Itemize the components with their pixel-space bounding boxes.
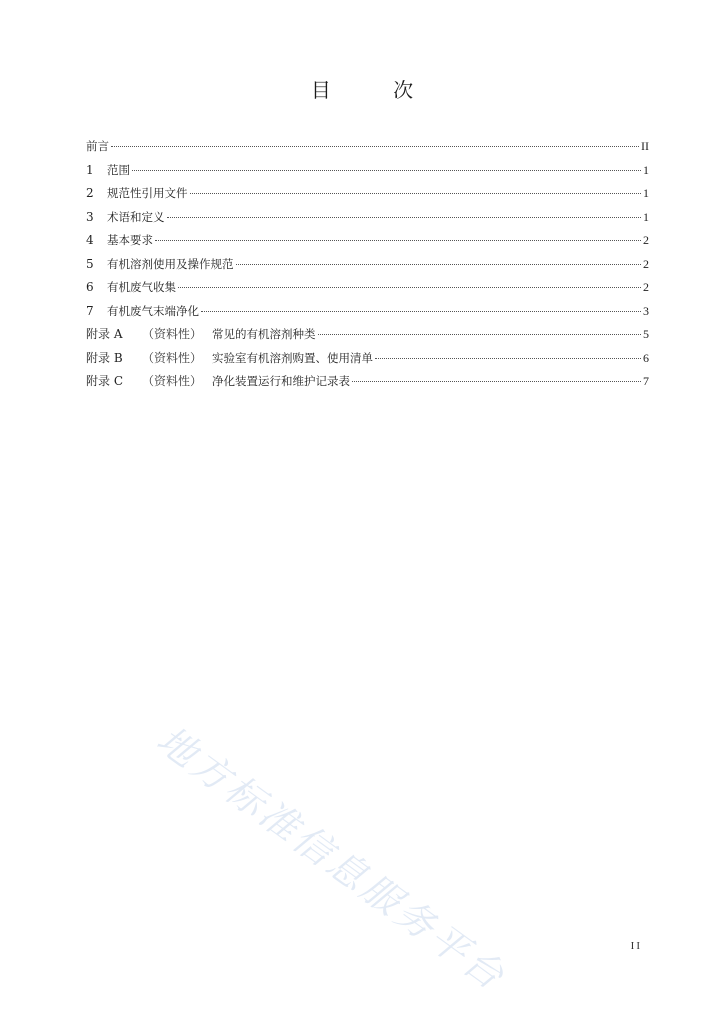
toc-entry-number: 4 xyxy=(86,233,94,247)
toc-entry-label: 基本要求 xyxy=(107,233,153,247)
dot-leader xyxy=(352,380,641,382)
dot-leader xyxy=(190,192,642,194)
toc-entry-page: 1 xyxy=(643,209,649,224)
page-title: 目 次 xyxy=(310,78,442,102)
toc-entry-appendix-b[interactable] xyxy=(86,347,649,371)
toc-entry-page: 1 xyxy=(643,186,649,200)
toc-entry-label: 实验室有机溶剂购置、使用清单 xyxy=(212,350,373,365)
toc-entry-appendix-a[interactable] xyxy=(86,323,649,347)
toc-entry-page: 6 xyxy=(643,350,649,365)
toc-entry-number: 1 xyxy=(86,162,94,177)
toc-entry-section-4[interactable] xyxy=(86,229,649,253)
dot-leader xyxy=(201,310,641,312)
toc-entry-number: 2 xyxy=(86,186,94,200)
toc-entry-foreword[interactable] xyxy=(86,135,649,159)
toc-entry-label: 规范性引用文件 xyxy=(107,186,188,200)
appendix-id: 附录 A xyxy=(86,327,123,341)
toc-entry-section-2[interactable] xyxy=(86,182,649,206)
toc-entry-label: 常见的有机溶剂种类 xyxy=(212,327,316,341)
dot-leader xyxy=(178,286,641,288)
appendix-id: 附录 C xyxy=(86,374,123,388)
toc-entry-label: 术语和定义 xyxy=(107,209,165,224)
dot-leader xyxy=(318,333,642,335)
toc-entry-page: II xyxy=(641,139,649,153)
toc-entry-appendix-c[interactable] xyxy=(86,370,649,394)
dot-leader xyxy=(236,263,642,265)
toc-entry-page: 7 xyxy=(643,374,649,388)
toc-entry-page: 1 xyxy=(643,162,649,177)
dot-leader xyxy=(111,145,639,147)
toc-entry-page: 2 xyxy=(643,233,649,247)
toc-entry-section-1[interactable] xyxy=(86,159,649,183)
toc-entry-page: 3 xyxy=(643,303,649,318)
toc-entry-section-3[interactable] xyxy=(86,206,649,230)
toc-entry-label: 前言 xyxy=(86,139,109,153)
toc-entry-page: 2 xyxy=(643,256,649,271)
toc-entry-number: 3 xyxy=(86,209,94,224)
dot-leader xyxy=(375,357,641,359)
watermark: 地方标准信息服务平台 xyxy=(148,717,515,1000)
toc-entry-number: 7 xyxy=(86,303,94,318)
toc-entry-section-7[interactable] xyxy=(86,300,649,324)
appendix-type: （资料性） xyxy=(142,350,203,365)
table-of-contents xyxy=(86,135,649,394)
toc-entry-number: 6 xyxy=(86,280,94,294)
toc-entry-page: 2 xyxy=(643,280,649,294)
appendix-type: （资料性） xyxy=(142,374,203,388)
toc-entry-label: 有机废气收集 xyxy=(107,280,176,294)
toc-entry-label: 有机溶剂使用及操作规范 xyxy=(107,256,234,271)
dot-leader xyxy=(167,216,642,218)
dot-leader xyxy=(132,169,641,171)
toc-entry-label: 范围 xyxy=(107,162,130,177)
dot-leader xyxy=(155,239,641,241)
page-number: II xyxy=(630,940,642,952)
toc-entry-number: 5 xyxy=(86,256,94,271)
appendix-type: （资料性） xyxy=(142,327,203,341)
toc-entry-label: 净化装置运行和维护记录表 xyxy=(212,374,350,388)
toc-entry-page: 5 xyxy=(643,327,649,341)
appendix-id: 附录 B xyxy=(86,350,123,365)
toc-entry-label: 有机废气末端净化 xyxy=(107,303,199,318)
toc-entry-section-6[interactable] xyxy=(86,276,649,300)
toc-entry-section-5[interactable] xyxy=(86,253,649,277)
